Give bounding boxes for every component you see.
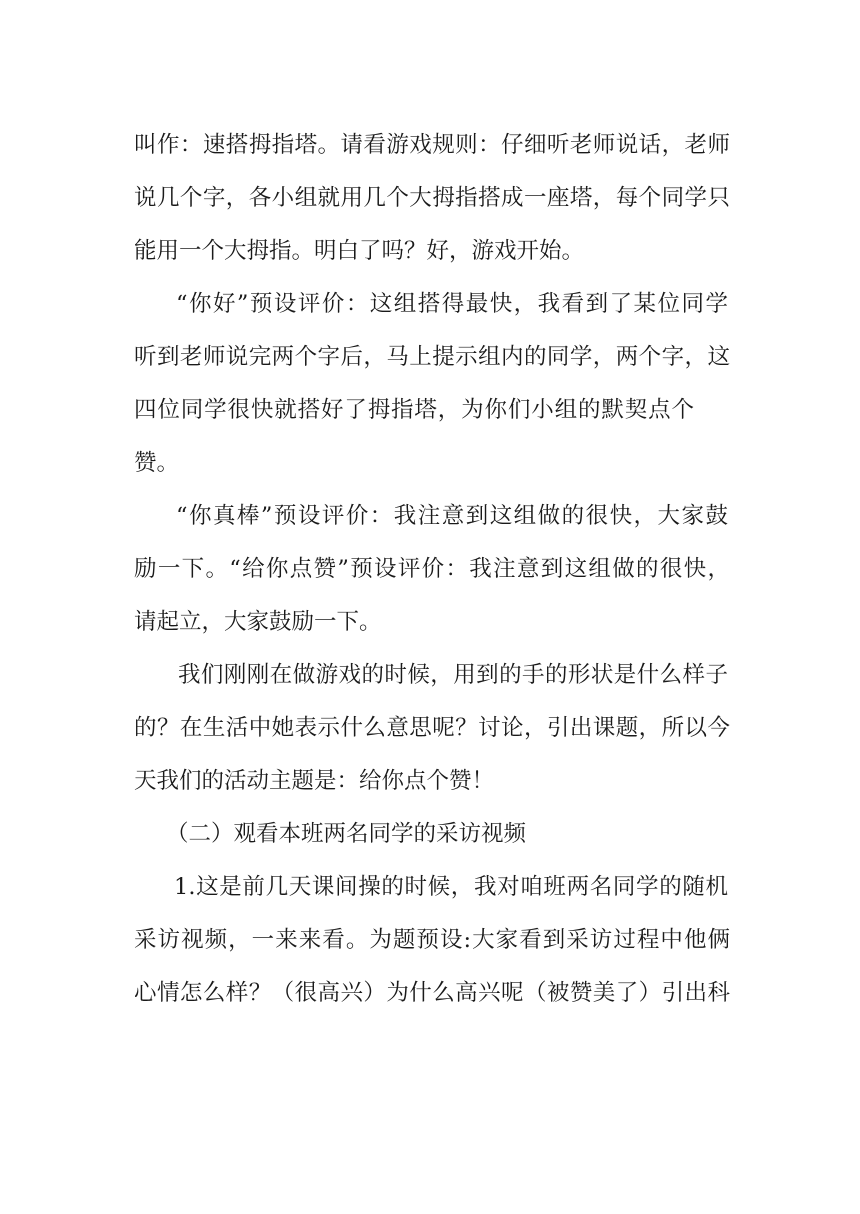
text-line: “你真棒”预设评价：我注意到这组做的很快，大家鼓 [176, 503, 728, 529]
text-line: 叫作：速搭拇指塔。请看游戏规则：仔细听老师说话，老师 [134, 132, 730, 158]
text-line: 的？在生活中她表示什么意思呢？讨论，引出课题，所以今 [134, 715, 730, 741]
text-line: 采访视频，一来来看。为题预设:大家看到采访过程中他俩 [134, 927, 730, 953]
text-line: 能用一个大拇指。明白了吗？好，游戏开始。 [134, 238, 585, 264]
text-line: 四位同学很快就搭好了拇指塔，为你们小组的默契点个 [134, 397, 694, 423]
text-line: 我们刚刚在做游戏的时候，用到的手的形状是什么样子 [178, 662, 728, 688]
text-line: 天我们的活动主题是：给你点个赞！ [134, 768, 495, 794]
text-line: 励一下。“给你点赞”预设评价：我注意到这组做的很快， [134, 556, 730, 582]
text-line: 心情怎么样？（很高兴）为什么高兴呢（被赞美了）引出科 [134, 980, 730, 1006]
text-line: 请起立，大家鼓励一下。 [134, 609, 382, 635]
text-line: 赞。 [134, 450, 180, 476]
text-line: “你好”预设评价：这组搭得最快，我看到了某位同学 [176, 291, 728, 317]
text-line: 说几个字，各小组就用几个大拇指搭成一座塔，每个同学只 [134, 185, 730, 211]
section-heading: （二）观看本班两名同学的采访视频 [166, 821, 527, 847]
text-line: 1.这是前几天课间操的时候，我对咱班两名同学的随机 [174, 874, 728, 900]
text-line: 听到老师说完两个字后，马上提示组内的同学，两个字，这 [134, 344, 730, 370]
